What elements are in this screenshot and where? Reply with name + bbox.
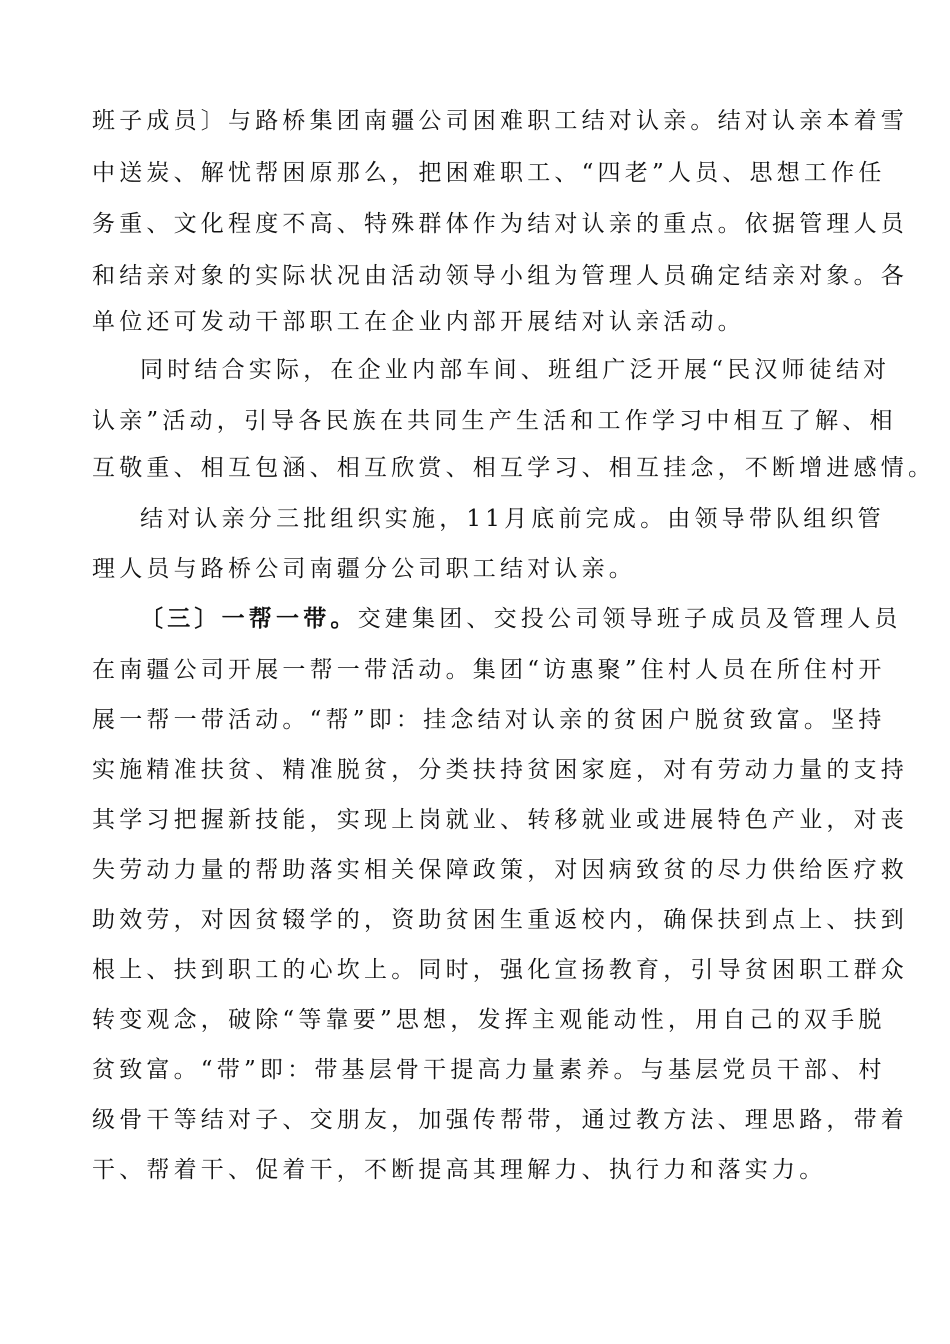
paragraph-4-line-10: 贫致富。“带”即：带基层骨干提高力量素养。与基层党员干部、村: [92, 1057, 886, 1083]
paragraph-4-line-3: 展一帮一带活动。“帮”即：挂念结对认亲的贫困户脱贫致富。坚持: [92, 707, 886, 733]
paragraph-4-line-11: 级骨干等结对子、交朋友，加强传帮带，通过教方法、理思路，带着: [92, 1107, 908, 1133]
paragraph-2-line-1: 同时结合实际，在企业内部车间、班组广泛开展“民汉师徒结对: [140, 357, 891, 383]
paragraph-3-line-1: 结对认亲分三批组织实施，11月底前完成。由领导带队组织管: [140, 506, 885, 532]
paragraph-4-line-2: 在南疆公司开展一帮一带活动。集团“访惠聚”住村人员在所住村开: [92, 657, 886, 683]
paragraph-4-line-4: 实施精准扶贫、精准脱贫，分类扶持贫困家庭，对有劳动力量的支持: [92, 757, 908, 783]
paragraph-1-line-4: 和结亲对象的实际状况由活动领导小组为管理人员确定结亲对象。各: [92, 263, 908, 289]
paragraph-4-line-12: 干、帮着干、促着干，不断提高其理解力、执行力和落实力。: [92, 1157, 827, 1183]
paragraph-4-line-8: 根上、扶到职工的心坎上。同时，强化宣扬教育，引导贫困职工群众: [92, 957, 908, 983]
paragraph-2-line-2: 认亲”活动，引导各民族在共同生产生活和工作学习中相互了解、相: [92, 408, 897, 434]
section-heading: 〔三〕一帮一带。: [140, 605, 358, 632]
paragraph-4-line-5: 其学习把握新技能，实现上岗就业、转移就业或进展特色产业，对丧: [92, 807, 908, 833]
paragraph-1-line-2: 中送炭、解忧帮困原那么，把困难职工、“四老”人员、思想工作任: [92, 160, 886, 186]
paragraph-4-line-1-text: 交建集团、交投公司领导班子成员及管理人员: [357, 606, 902, 632]
paragraph-1-line-5: 单位还可发动干部职工在企业内部开展结对认亲活动。: [92, 309, 745, 335]
paragraph-4-line-9: 转变观念，破除“等靠要”思想，发挥主观能动性，用自己的双手脱: [92, 1007, 886, 1033]
paragraph-4-line-6: 失劳动力量的帮助落实相关保障政策，对因病致贫的尽力供给医疗救: [92, 857, 908, 883]
paragraph-4-line-7: 助效劳，对因贫辍学的，资助贫困生重返校内，确保扶到点上、扶到: [92, 907, 908, 933]
paragraph-1-line-3: 务重、文化程度不高、特殊群体作为结对认亲的重点。依据管理人员: [92, 211, 908, 237]
paragraph-2-line-3: 互敬重、相互包涵、相互欣赏、相互学习、相互挂念，不断增进感情。: [92, 455, 936, 481]
paragraph-3-line-2: 理人员与路桥公司南疆分公司职工结对认亲。: [92, 556, 636, 582]
paragraph-1-line-1: 班子成员〕与路桥集团南疆公司困难职工结对认亲。结对认亲本着雪: [92, 108, 908, 134]
paragraph-4-line-1: [140, 604, 902, 634]
